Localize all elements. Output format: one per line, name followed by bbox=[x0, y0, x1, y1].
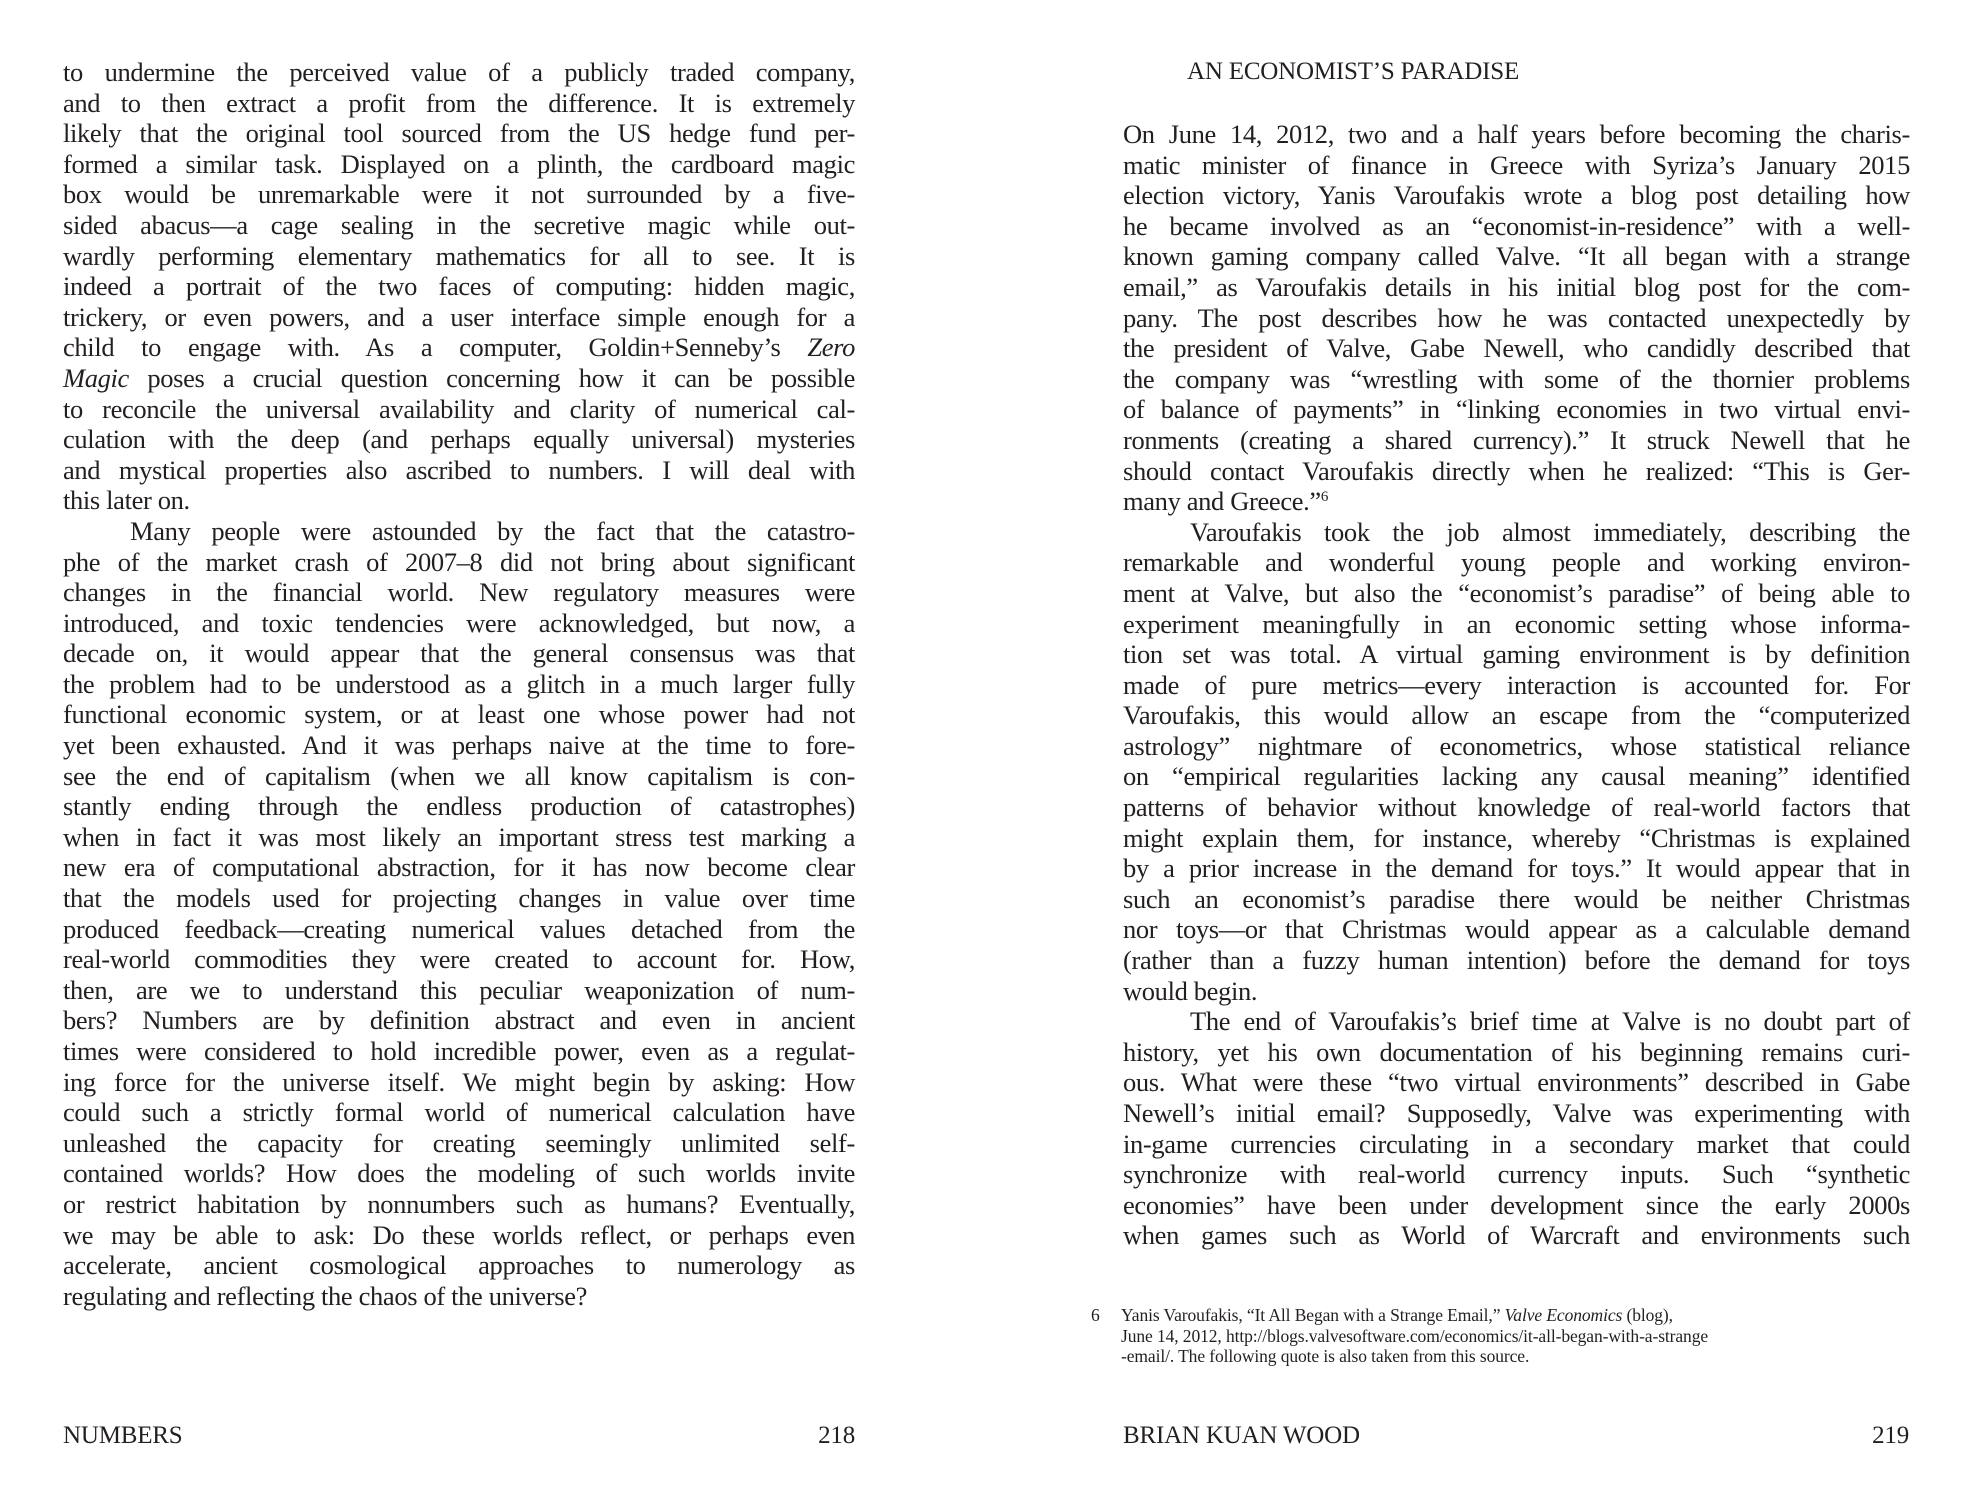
text-line: many and Greece.”$^6$ bbox=[1123, 486, 1329, 517]
text-line: trickery, or even powers, and a user interface simple enough for a bbox=[63, 301, 855, 332]
text-line: synchronize with real-world currency inputs. Such “synthetic bbox=[1123, 1159, 1910, 1190]
footnote-line: June 14, 2012, http://blogs.valvesoftware.com/economics/it-all-began-with-a-strange bbox=[1121, 1325, 1709, 1346]
right-running-footer: BRIAN KUAN WOOD bbox=[1123, 1422, 1360, 1449]
text-line: Varoufakis, this would allow an escape from the “computerized bbox=[1123, 700, 1910, 731]
footnote-number: 6 bbox=[1091, 1305, 1100, 1325]
text-line: contained worlds? How does the modeling of such worlds invite bbox=[63, 1158, 855, 1189]
left-running-footer: NUMBERS bbox=[63, 1422, 183, 1449]
right-page-body-text bbox=[1123, 119, 1910, 1251]
text-line: new era of computational abstraction, for it has now become clear bbox=[63, 852, 855, 883]
text-line: in-game currencies circulating in a secondary market that could bbox=[1123, 1128, 1910, 1159]
footnote-line: Yanis Varoufakis, “It All Began with a Strange Email,” Valve Economics (blog), bbox=[1121, 1305, 1673, 1325]
text-line: (rather than a fuzzy human intention) before the demand for toys bbox=[1123, 945, 1910, 976]
text-line: regulating and reflecting the chaos of the universe? bbox=[63, 1280, 588, 1311]
text-line: child to engage with. As a computer, Goldin+Senneby’s Zero bbox=[63, 332, 855, 363]
text-line: then, are we to understand this peculiar weaponization of num- bbox=[63, 974, 855, 1005]
text-line: might explain them, for instance, whereby “Christmas is explained bbox=[1123, 822, 1910, 853]
text-line: ous. What were these “two virtual environments” described in Gabe bbox=[1123, 1067, 1910, 1098]
text-line: produced feedback—creating numerical values detached from the bbox=[63, 913, 855, 944]
right-running-head: AN ECONOMIST’S PARADISE bbox=[1187, 58, 1520, 85]
text-line: he became involved as an “economist-in-residence” with a well- bbox=[1123, 210, 1910, 241]
text-line: of balance of payments” in “linking economies in two virtual envi- bbox=[1123, 394, 1910, 425]
text-line: matic minister of finance in Greece with Syriza’s January 2015 bbox=[1123, 149, 1910, 180]
italic-title: Valve Economics bbox=[1504, 1305, 1623, 1325]
text-line: experiment meaningfully in an economic setting whose informa- bbox=[1123, 608, 1910, 639]
text-line: pany. The post describes how he was contacted unexpectedly by bbox=[1123, 302, 1910, 333]
text-line: real-world commodities they were created to account for. How, bbox=[63, 944, 855, 975]
text-line: formed a similar task. Displayed on a plinth, the cardboard magic bbox=[63, 148, 855, 179]
text-line: ing force for the universe itself. We might begin by asking: How bbox=[63, 1066, 855, 1097]
text-line: this later on. bbox=[63, 485, 190, 516]
text-line: unleashed the capacity for creating seemingly unlimited self- bbox=[63, 1127, 855, 1158]
text-line: nor toys—or that Christmas would appear as a calculable demand bbox=[1123, 914, 1910, 945]
left-page-number: 218 bbox=[818, 1422, 855, 1449]
text-line: box would be unremarkable were it not surrounded by a five- bbox=[63, 179, 855, 210]
text-line: changes in the financial world. New regulatory measures were bbox=[63, 577, 855, 608]
text-line: tion set was total. A virtual gaming environment is by definition bbox=[1123, 639, 1910, 670]
text-line: decade on, it would appear that the general consensus was that bbox=[63, 638, 855, 669]
footnote-line: -email/. The following quote is also taken from this source. bbox=[1121, 1346, 1530, 1366]
text-line: Varoufakis took the job almost immediately, describing the bbox=[1190, 516, 1910, 547]
text-line: yet been exhausted. And it was perhaps naive at the time to fore- bbox=[63, 730, 855, 761]
text-line: ment at Valve, but also the “economist’s paradise” of being able to bbox=[1123, 577, 1910, 608]
text-line: that the models used for projecting changes in value over time bbox=[63, 883, 855, 914]
text-line: remarkable and wonderful young people and working environ- bbox=[1123, 547, 1910, 578]
text-line: by a prior increase in the demand for toys.” It would appear that in bbox=[1123, 853, 1910, 884]
text-line: and to then extract a profit from the difference. It is extremely bbox=[63, 87, 855, 118]
text-line: patterns of behavior without knowledge of real-world factors that bbox=[1123, 792, 1910, 823]
text-line: likely that the original tool sourced from the US hedge fund per- bbox=[63, 118, 855, 149]
right-page-number: 219 bbox=[1872, 1422, 1909, 1449]
text-line: phe of the market crash of 2007–8 did not bring about significant bbox=[63, 546, 855, 577]
text-line: indeed a portrait of the two faces of computing: hidden magic, bbox=[63, 271, 855, 302]
text-line: Magic poses a crucial question concerning how it can be possible bbox=[63, 362, 855, 393]
text-line: Newell’s initial email? Supposedly, Valve was experimenting with bbox=[1123, 1098, 1910, 1128]
text-line: made of pure metrics—every interaction is accounted for. For bbox=[1123, 669, 1910, 700]
text-line: wardly performing elementary mathematics for all to see. It is bbox=[63, 240, 855, 271]
text-line: bers? Numbers are by definition abstract and even in ancient bbox=[63, 1005, 855, 1036]
text-line: known gaming company called Valve. “It all began with a strange bbox=[1123, 241, 1910, 272]
text-line: to undermine the perceived value of a publicly traded company, bbox=[63, 57, 855, 87]
text-line: election victory, Yanis Varoufakis wrote a blog post detailing how bbox=[1123, 180, 1910, 211]
text-line: on “empirical regularities lacking any causal meaning” identified bbox=[1123, 761, 1910, 792]
text-line: see the end of capitalism (when we all know capitalism is con- bbox=[63, 760, 855, 791]
text-line: or restrict habitation by nonnumbers such as humans? Eventually, bbox=[63, 1188, 855, 1219]
text-line: to reconcile the universal availability and clarity of numerical cal- bbox=[63, 393, 855, 424]
text-line: email,” as Varoufakis details in his initial blog post for the com- bbox=[1123, 271, 1910, 302]
text-line: ronments (creating a shared currency).” It struck Newell that he bbox=[1123, 424, 1910, 455]
text-line: On June 14, 2012, two and a half years before becoming the charis- bbox=[1123, 119, 1910, 149]
text-line: Many people were astounded by the fact that the catastro- bbox=[130, 515, 855, 546]
text-line: such an economist’s paradise there would be neither Christmas bbox=[1123, 883, 1910, 914]
left-page-body-text bbox=[63, 57, 855, 1311]
text-line: the president of Valve, Gabe Newell, who candidly described that bbox=[1123, 333, 1910, 364]
text-line: would begin. bbox=[1123, 975, 1258, 1006]
text-line: The end of Varoufakis’s brief time at Valve is no doubt part of bbox=[1190, 1006, 1910, 1037]
text-line: and mystical properties also ascribed to numbers. I will deal with bbox=[63, 454, 855, 485]
footnote-text bbox=[1121, 1305, 1911, 1367]
text-line: stantly ending through the endless production of catastrophes) bbox=[63, 791, 855, 822]
text-line: introduced, and toxic tendencies were acknowledged, but now, a bbox=[63, 607, 855, 638]
text-line: culation with the deep (and perhaps equally universal) mysteries bbox=[63, 424, 855, 455]
text-line: astrology” nightmare of econometrics, whose statistical reliance bbox=[1123, 730, 1910, 761]
text-line: could such a strictly formal world of numerical calculation have bbox=[63, 1097, 855, 1128]
text-line: the company was “wrestling with some of the thornier problems bbox=[1123, 363, 1910, 394]
text-line: should contact Varoufakis directly when he realized: “This is Ger- bbox=[1123, 455, 1910, 486]
text-line: economies” have been under development since the early 2000s bbox=[1123, 1189, 1910, 1220]
text-line: when in fact it was most likely an important stress test marking a bbox=[63, 821, 855, 852]
text-line: accelerate, ancient cosmological approaches to numerology as bbox=[63, 1250, 855, 1281]
text-line: when games such as World of Warcraft and environments such bbox=[1123, 1220, 1910, 1251]
text-line: functional economic system, or at least one whose power had not bbox=[63, 699, 855, 730]
text-line: history, yet his own documentation of his beginning remains curi- bbox=[1123, 1036, 1910, 1067]
italic-title: Magic bbox=[63, 362, 129, 393]
text-line: times were considered to hold incredible power, even as a regulat- bbox=[63, 1036, 855, 1066]
footnote-reference[interactable]: 6 bbox=[1320, 489, 1329, 506]
text-line: we may be able to ask: Do these worlds reflect, or perhaps even bbox=[63, 1219, 855, 1250]
italic-title: Zero bbox=[807, 332, 855, 363]
text-line: sided abacus—a cage sealing in the secretive magic while out- bbox=[63, 209, 855, 240]
text-line: the problem had to be understood as a glitch in a much larger fully bbox=[63, 668, 855, 699]
